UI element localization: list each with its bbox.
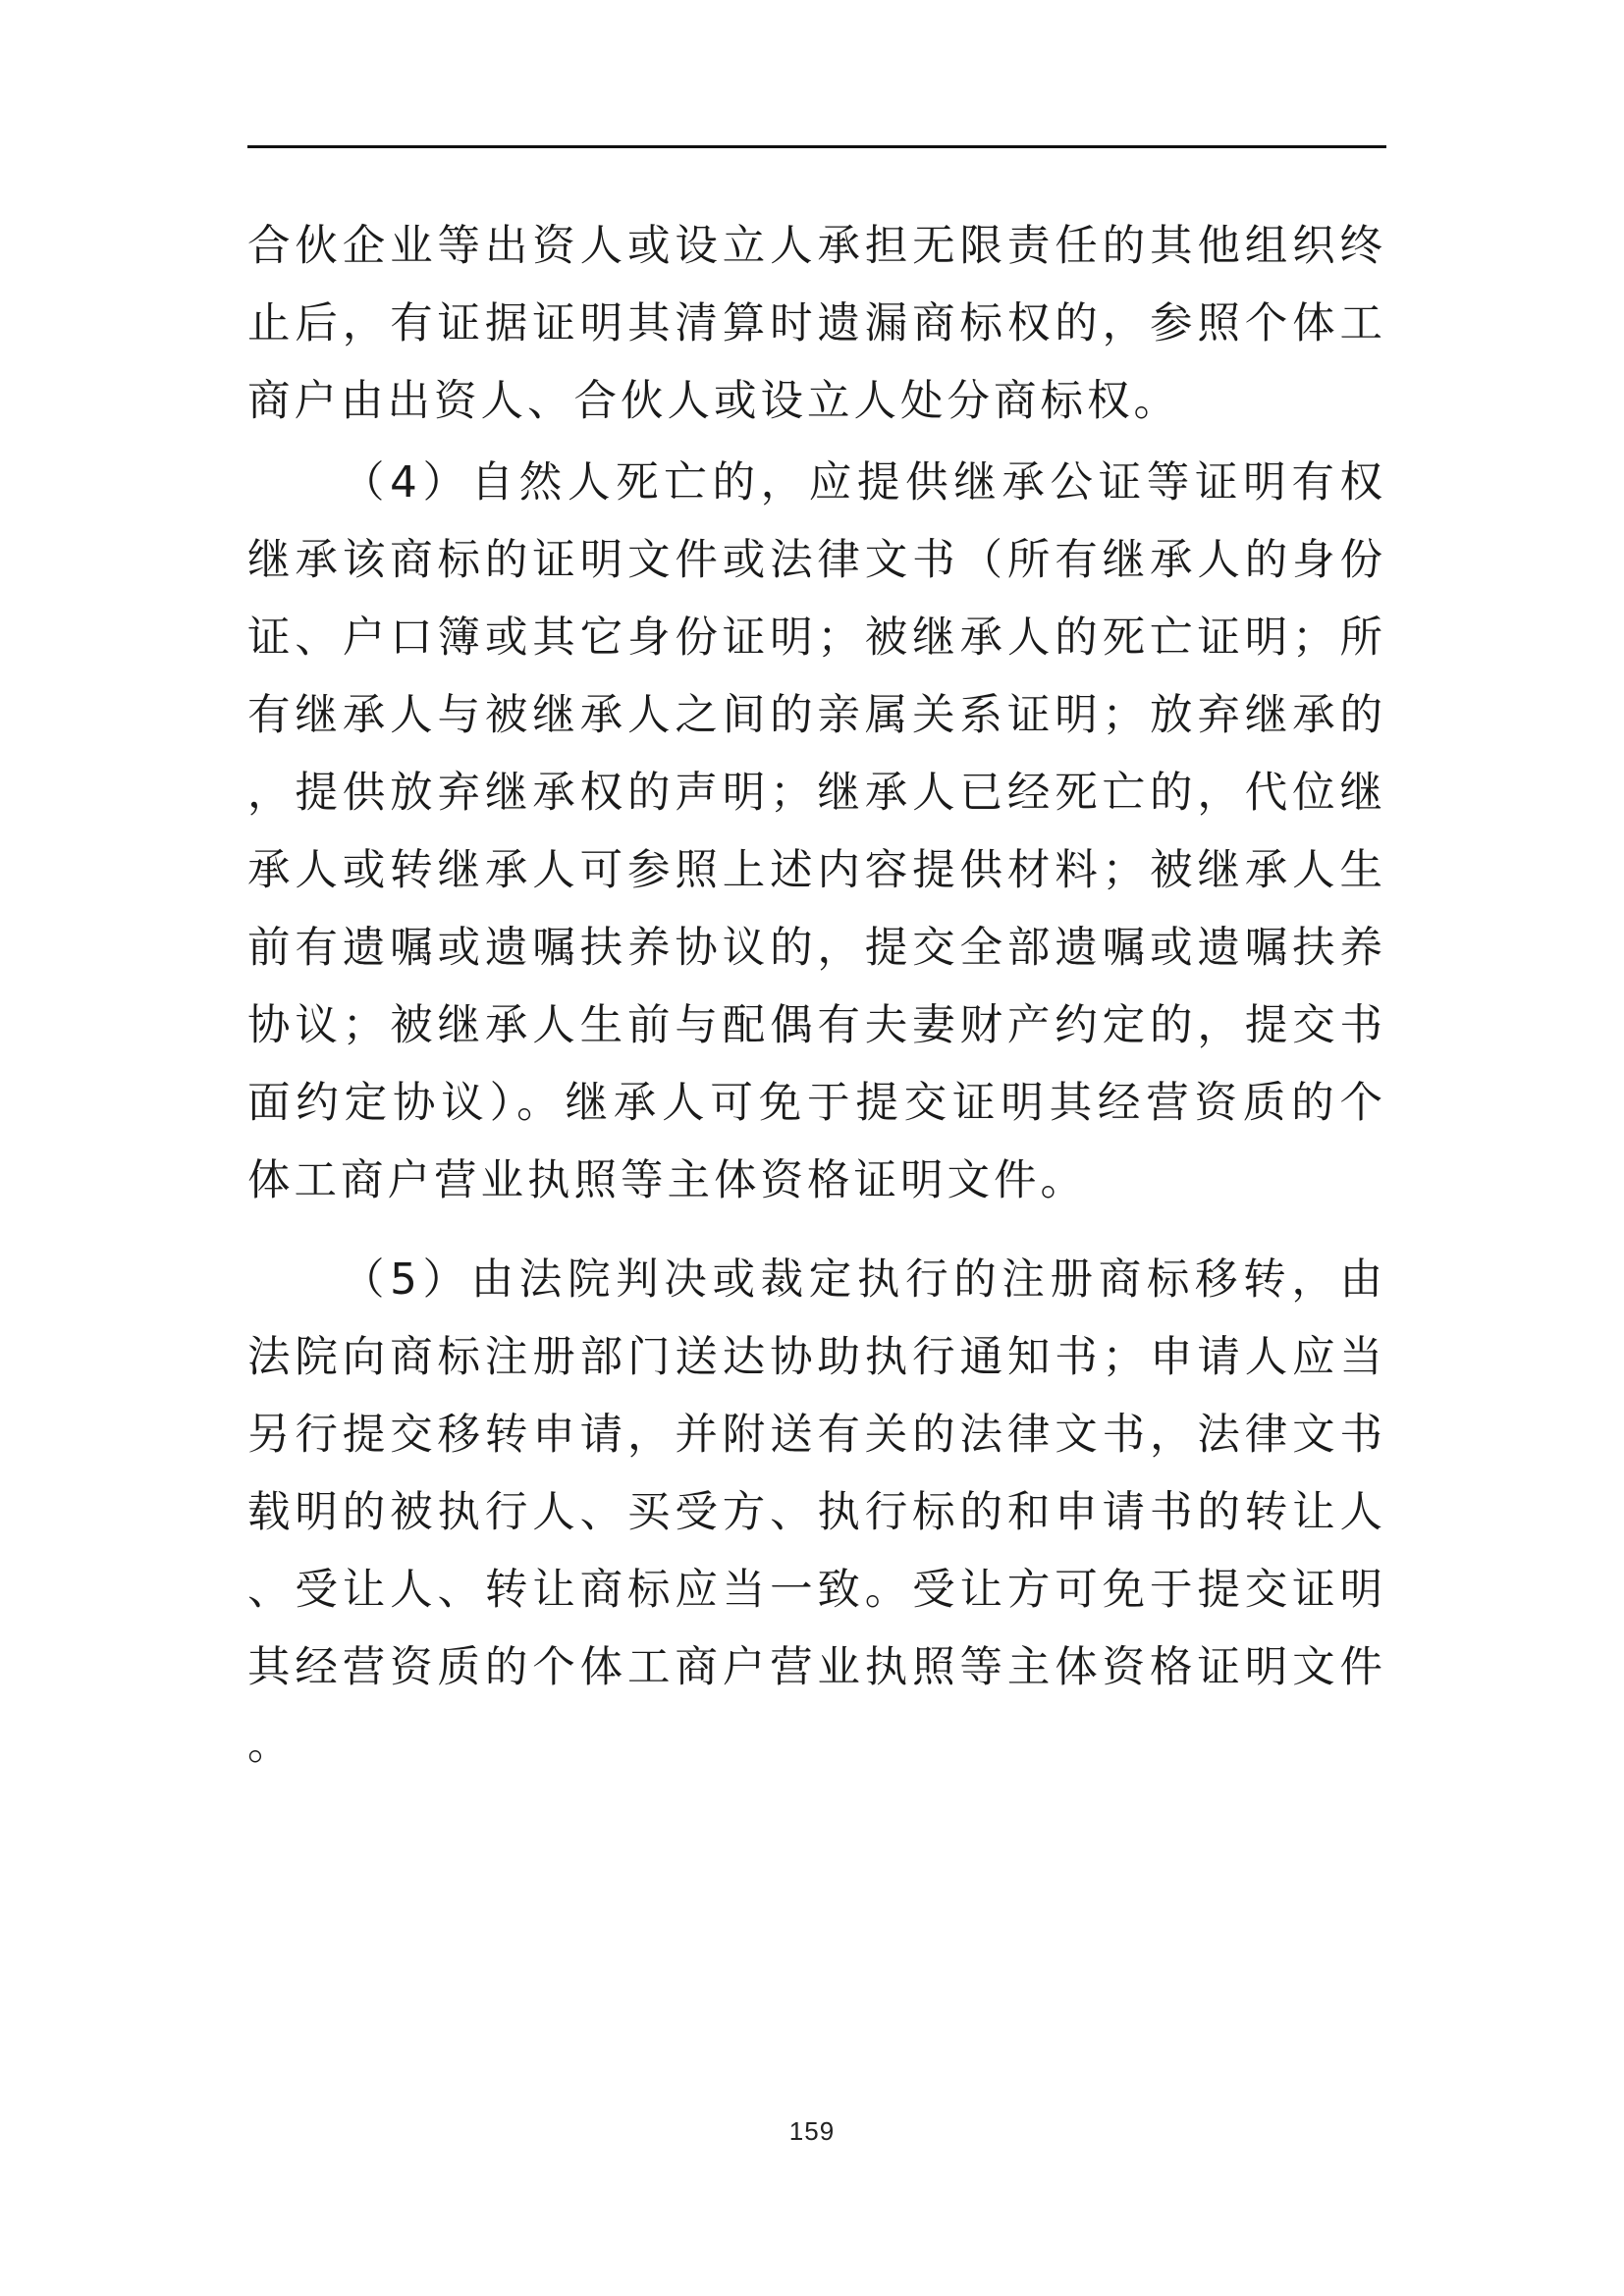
paragraph-item-4: （4）自然人死亡的，应提供继承公证等证明有权继承该商标的证明文件或法律文书（所有继承人的身份证、户口簿或其它身份证明；被继承人的死亡证明；所有继承人与被继承人之间的亲属关系证明；放弃继承的，提供放弃继承权的声明；继承人已经死亡的，代位继承人或转继承人可参照上述内容提供材料；被继承人生前有遗嘱或遗嘱扶养协议的，提交全部遗嘱或遗嘱扶养协议；被继承人生前与配偶有夫妻财产约定的，提交书面约定协议）。继承人可免于提交证明其经营资质的个体工商户营业执照等主体资格证明文件。 <box>247 458 1386 1205</box>
header-rule <box>247 145 1386 148</box>
page-number: 159 <box>788 2116 836 2146</box>
document-body <box>247 208 1386 1785</box>
paragraph-item-5: （5）由法院判决或裁定执行的注册商标移转，由法院向商标注册部门送达协助执行通知书；申请人应当另行提交移转申请，并附送有关的法律文书，法律文书载明的被执行人、买受方、执行标的和申请书的转让人、受让人、转让商标应当一致。受让方可免于提交证明其经营资质的个体工商户营业执照等主体资格证明文件。 <box>247 1255 1386 1770</box>
paragraph-continuation: 合伙企业等出资人或设立人承担无限责任的其他组织终止后，有证据证明其清算时遗漏商标权的，参照个体工商户由出资人、合伙人或设立人处分商标权。 <box>247 222 1386 426</box>
